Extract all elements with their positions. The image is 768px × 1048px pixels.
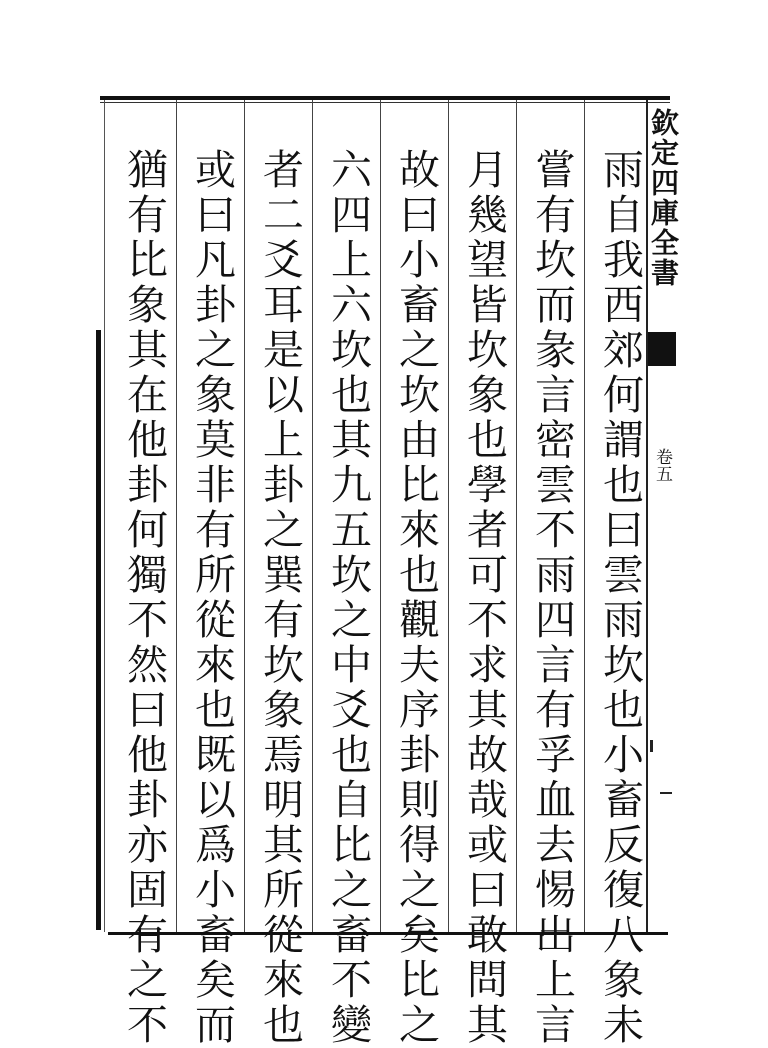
- text-column-8: 猶有比象其在他卦何獨不然曰他卦亦固有之不: [120, 148, 168, 1048]
- column-divider: [380, 100, 381, 932]
- text-column-1: 雨自我西郊何謂也曰雲雨坎也小畜反復八象未: [596, 148, 644, 1048]
- column-divider: [244, 100, 245, 932]
- book-title: 欽定四庫全書: [647, 108, 680, 288]
- volume-label: 卷五: [652, 448, 672, 482]
- text-column-4: 故曰小畜之坎由比來也觀夫序卦則得之矣比之: [392, 148, 440, 1048]
- frame-left-inner-border: [104, 100, 105, 932]
- margin-tick: [650, 740, 653, 752]
- text-column-6: 者二爻耳是以上卦之巽有坎象焉明其所從來也: [256, 148, 304, 1048]
- column-divider: [176, 100, 177, 932]
- text-column-7: 或曰凡卦之象莫非有所從來也既以爲小畜矣而: [188, 148, 236, 1048]
- column-divider: [448, 100, 449, 932]
- fish-tail-mark: [648, 332, 676, 366]
- column-divider: [516, 100, 517, 932]
- column-divider: [584, 100, 585, 932]
- text-column-5: 六四上六坎也其九五坎之中爻也自比之畜不變: [324, 148, 372, 1048]
- text-column-3: 月幾望皆坎象也學者可不求其故哉或曰敢問其: [460, 148, 508, 1048]
- frame-left-border: [96, 330, 101, 930]
- text-column-2: 嘗有坎而彖言密雲不雨四言有孚血去惕出上言: [528, 148, 576, 1048]
- column-divider: [312, 100, 313, 932]
- margin-line: [660, 792, 672, 794]
